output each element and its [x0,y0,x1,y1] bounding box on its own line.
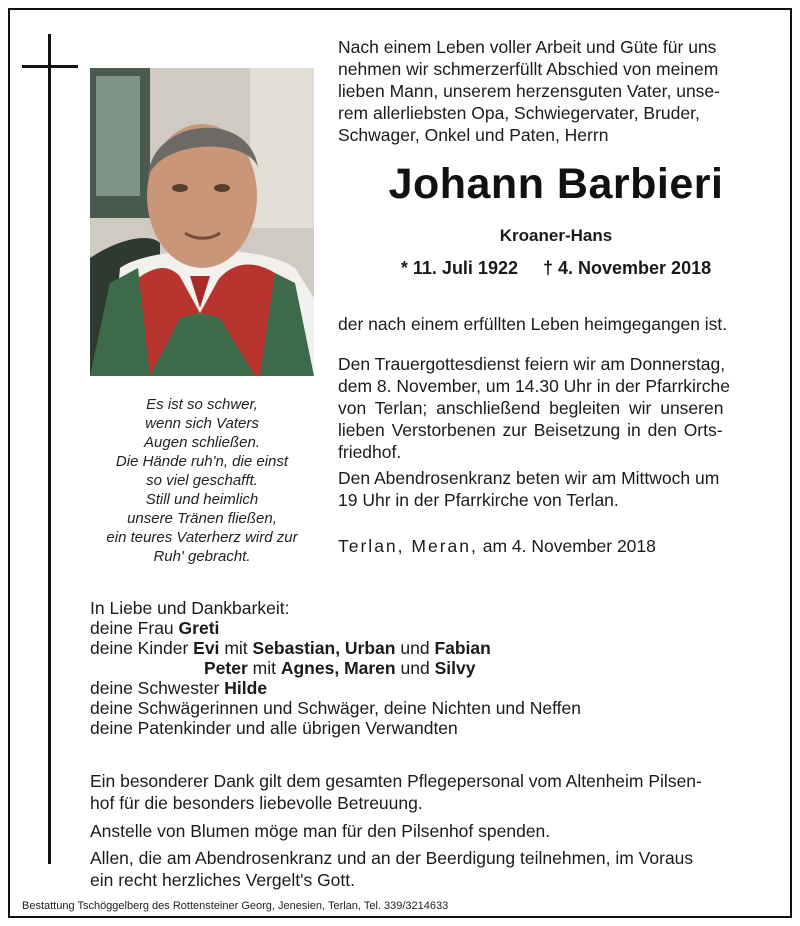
connector-text: mit [252,658,276,678]
rosary-paragraph [338,467,774,511]
cross-icon-bar [22,65,78,68]
connector-text: mit [224,638,248,658]
funeral-home-footer: Bestattung Tschöggelberg des Rottensteiner Georg, Jenesien, Terlan, Tel. 339/3214633 [22,900,449,912]
intro-text [338,36,774,146]
intro-line: lieben Mann, unserem herzensguten Vater, unse- [338,81,720,101]
place-date [338,536,656,557]
family-line-sister [90,678,770,698]
deceased-name: Johann Barbieri [388,160,724,208]
cross-icon [48,34,51,864]
wife-prefix: deine Frau [90,618,174,638]
place-date-text: am 4. November 2018 [482,536,656,556]
intro-line: Nach einem Leben voller Arbeit und Güte für uns [338,37,717,57]
grandchild-name: Fabian [434,638,491,658]
family-heading: In Liebe und Dankbarkeit: [90,598,290,618]
family-line-inlaws: deine Schwägerinnen und Schwäger, deine Nichten und Neffen [90,698,581,718]
service-paragraph [338,353,774,463]
poem-line: Still und heimlich [145,491,259,508]
poem-line: Es ist so schwer, [146,396,258,413]
poem-line: Ruh' gebracht. [153,548,251,565]
wife-name: Greti [178,618,220,638]
flowers-paragraph [90,820,774,842]
connector-text: und [400,638,430,658]
family-line-godchildren: deine Patenkinder und alle übrigen Verwandten [90,718,458,738]
family-section [90,598,770,738]
child-name: Peter [204,658,248,678]
family-line-children-2 [90,658,770,678]
service-line: friedhof. [338,442,402,462]
child-name: Evi [193,638,220,658]
intro-line: rem allerliebsten Opa, Schwiegervater, Bruder, [338,103,700,123]
children-prefix: deine Kinder [90,638,189,658]
nickname: Kroaner-Hans [499,226,613,245]
flowers-line: Anstelle von Blumen möge man für den Pilsenhof spenden. [90,821,551,841]
closing-line: ein recht herzliches Vergelt's Gott. [90,870,355,890]
intro-line: nehmen wir schmerzerfüllt Abschied von meinem [338,59,719,79]
poem-line: unsere Tränen fließen, [127,510,277,527]
thanks-line: hof für die besonders liebevolle Betreuung. [90,793,423,813]
closing-line: Allen, die am Abendrosenkranz und an der Beerdigung teilnehmen, im Voraus [90,848,694,868]
closing-paragraph [90,847,774,891]
grandchild-name: Silvy [434,658,476,678]
portrait-photo [90,68,314,376]
rosary-line: 19 Uhr in der Pfarrkirche von Terlan. [338,490,619,510]
passed-line [338,313,774,335]
service-line: dem 8. November, um 14.30 Uhr in der Pfarrkirche [338,376,730,396]
intro-line: Schwager, Onkel und Paten, Herrn [338,125,609,145]
place-name: Terlan, Meran, [338,536,478,556]
birth-date: * 11. Juli 1922 [400,258,518,278]
grandchildren-names: Sebastian, Urban [252,638,396,658]
death-date: † 4. November 2018 [543,258,712,278]
poem-line: wenn sich Vaters [145,415,259,432]
poem-line: so viel geschafft. [146,472,258,489]
service-line: von Terlan; anschließend begleiten wir unseren [338,398,724,418]
sister-name: Hilde [224,678,268,698]
family-line-children [90,638,770,658]
poem-line: Augen schließen. [144,434,260,451]
poem-line: Die Hände ruh'n, die einst [115,453,289,470]
grandchildren-names: Agnes, Maren [280,658,396,678]
service-line: Den Trauergottesdienst feiern wir am Donnerstag, [338,354,726,374]
service-line: lieben Verstorbenen zur Beisetzung in den Orts- [338,420,723,440]
life-dates [338,258,774,279]
sister-prefix: deine Schwester [90,678,220,698]
rosary-line: Den Abendrosenkranz beten wir am Mittwoch um [338,468,720,488]
family-line-wife [90,618,770,638]
poem-line: ein teures Vaterherz wird zur [106,529,298,546]
connector-text: und [400,658,430,678]
thanks-line: Ein besonderer Dank gilt dem gesamten Pflegepersonal vom Altenheim Pilsen- [90,771,702,791]
thanks-paragraph [90,770,774,814]
poem [90,395,314,566]
passed-text: der nach einem erfüllten Leben heimgegangen ist. [338,314,728,334]
